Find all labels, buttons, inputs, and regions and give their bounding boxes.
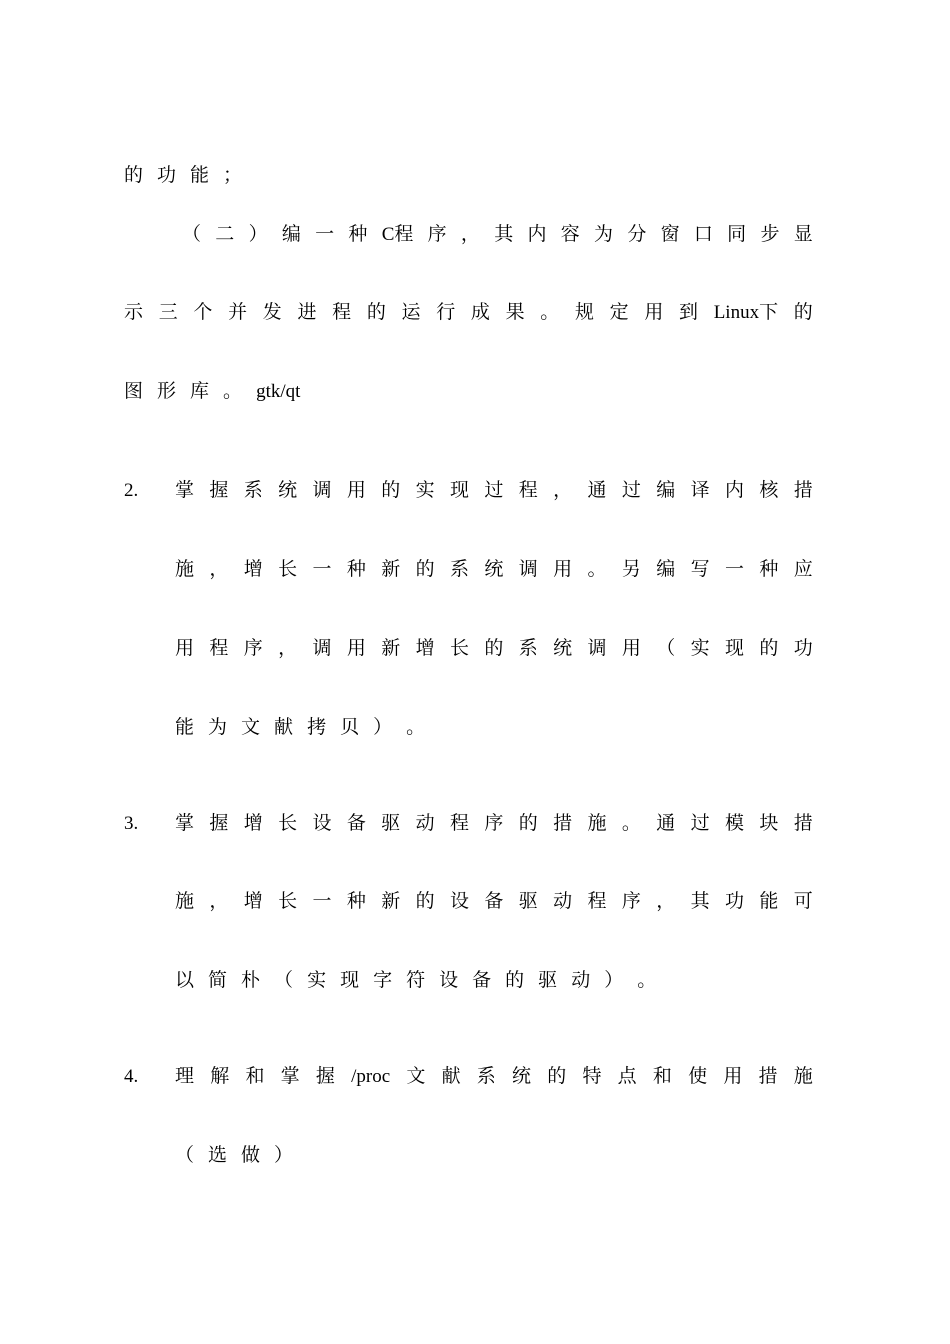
text-glyph: 功 <box>157 165 177 186</box>
text-glyph: 拷 <box>307 717 327 738</box>
text-glyph: 统 <box>278 480 298 501</box>
text-glyph: 系 <box>243 480 263 501</box>
text-glyph: 用 <box>723 1066 743 1087</box>
text-glyph: 驱 <box>538 970 558 991</box>
text-glyph: 措 <box>793 813 813 834</box>
text-glyph: 长 <box>278 891 298 912</box>
text-line <box>175 479 813 503</box>
text-glyph: 字 <box>373 970 393 991</box>
text-glyph: 种 <box>759 559 779 580</box>
text-glyph: 发 <box>262 302 282 323</box>
text-glyph: 可 <box>793 891 813 912</box>
text-glyph: 的 <box>366 302 386 323</box>
text-glyph: 长 <box>278 559 298 580</box>
text-glyph: 调 <box>312 638 332 659</box>
text-glyph: 一 <box>725 559 745 580</box>
text-glyph: 显 <box>793 224 813 245</box>
text-glyph: ， <box>656 891 676 912</box>
item-number-2: 2. <box>124 480 139 501</box>
text-glyph: 规 <box>574 302 594 323</box>
text-glyph: 动 <box>553 891 573 912</box>
text-glyph: 同 <box>727 224 747 245</box>
text-glyph: 编 <box>281 224 301 245</box>
text-glyph: 容 <box>560 224 580 245</box>
text-glyph: 序 <box>621 891 641 912</box>
text-glyph: 。 <box>621 813 641 834</box>
text-glyph: 用 <box>553 559 573 580</box>
text-glyph: ， <box>209 559 229 580</box>
text-glyph: 理 <box>175 1066 195 1087</box>
item-number-4: 4. <box>124 1066 139 1087</box>
text-glyph: 动 <box>571 970 591 991</box>
text-glyph: 备 <box>484 891 504 912</box>
text-glyph: 内 <box>527 224 547 245</box>
text-glyph: 点 <box>617 1066 637 1087</box>
text-glyph: 调 <box>518 559 538 580</box>
text-line <box>175 1065 813 1089</box>
text-glyph: 增 <box>243 559 263 580</box>
text-glyph: 种 <box>348 224 368 245</box>
text-glyph: 写 <box>690 559 710 580</box>
text-glyph: 个 <box>193 302 213 323</box>
text-glyph: 为 <box>208 717 228 738</box>
text-glyph: 程 <box>450 813 470 834</box>
text-glyph: 统 <box>553 638 573 659</box>
text-glyph: 图 <box>124 381 144 402</box>
text-glyph: ， <box>278 638 298 659</box>
text-glyph: ） <box>604 970 624 991</box>
text-glyph: 符 <box>406 970 426 991</box>
text-glyph: 功 <box>793 638 813 659</box>
text-glyph: 形 <box>157 381 177 402</box>
text-glyph: 用 <box>175 638 195 659</box>
text-glyph: 文 <box>241 717 261 738</box>
text-glyph: 行 <box>436 302 456 323</box>
text-glyph: 实 <box>307 970 327 991</box>
text-glyph: 序 <box>427 224 447 245</box>
text-glyph: 现 <box>340 970 360 991</box>
text-glyph: 内 <box>725 480 745 501</box>
text-glyph: 块 <box>759 813 779 834</box>
text-glyph: Linux下 <box>713 302 779 323</box>
text-glyph: gtk/qt <box>256 381 301 402</box>
text-glyph: 分 <box>627 224 647 245</box>
text-glyph: 窗 <box>660 224 680 245</box>
text-glyph: 能 <box>190 165 210 186</box>
text-glyph: 新 <box>381 638 401 659</box>
text-glyph: 设 <box>312 813 332 834</box>
text-glyph: 简 <box>208 970 228 991</box>
text-glyph: ） <box>248 224 268 245</box>
text-line <box>124 301 813 325</box>
text-glyph: 序 <box>484 813 504 834</box>
text-glyph: 的 <box>484 638 504 659</box>
text-glyph: 系 <box>518 638 538 659</box>
text-glyph: 做 <box>241 1145 261 1166</box>
text-glyph: 应 <box>793 559 813 580</box>
text-glyph: 使 <box>688 1066 708 1087</box>
text-glyph: 朴 <box>241 970 261 991</box>
text-line <box>175 890 813 914</box>
text-glyph: 编 <box>656 559 676 580</box>
text-glyph: 。 <box>406 717 426 738</box>
text-glyph: 步 <box>760 224 780 245</box>
text-glyph: 贝 <box>340 717 360 738</box>
text-glyph: 一 <box>312 891 332 912</box>
text-glyph: 到 <box>679 302 699 323</box>
text-glyph: 文 <box>406 1066 426 1087</box>
text-line <box>175 637 813 661</box>
text-glyph: 用 <box>644 302 664 323</box>
text-glyph: 的 <box>547 1066 567 1087</box>
text-line <box>124 223 813 247</box>
text-glyph: ） <box>373 717 393 738</box>
text-glyph: 掌 <box>175 480 195 501</box>
text-glyph: 新 <box>381 891 401 912</box>
text-glyph: 的 <box>759 638 779 659</box>
text-line <box>124 380 813 404</box>
item-number-3: 3. <box>124 813 139 834</box>
text-glyph: 其 <box>690 891 710 912</box>
text-glyph: 施 <box>175 891 195 912</box>
text-line <box>175 812 813 836</box>
text-glyph: 功 <box>725 891 745 912</box>
text-glyph: 种 <box>346 891 366 912</box>
text-glyph: （ <box>182 224 202 245</box>
text-glyph: 用 <box>346 638 366 659</box>
text-glyph: 。 <box>540 302 560 323</box>
text-glyph: 和 <box>245 1066 265 1087</box>
text-glyph: 设 <box>450 891 470 912</box>
text-glyph: 通 <box>587 480 607 501</box>
text-glyph: 系 <box>476 1066 496 1087</box>
text-glyph: 能 <box>759 891 779 912</box>
text-glyph: 献 <box>274 717 294 738</box>
text-glyph: 驱 <box>381 813 401 834</box>
text-glyph: 。 <box>637 970 657 991</box>
text-glyph: 程 <box>209 638 229 659</box>
text-glyph: 的 <box>124 165 144 186</box>
text-glyph: 增 <box>243 813 263 834</box>
text-glyph: 示 <box>124 302 144 323</box>
text-glyph: 统 <box>484 559 504 580</box>
text-line <box>124 164 813 188</box>
text-glyph: 新 <box>381 559 401 580</box>
text-glyph: 增 <box>243 891 263 912</box>
text-glyph: C程 <box>381 224 414 245</box>
text-glyph: 。 <box>587 559 607 580</box>
text-glyph: 备 <box>472 970 492 991</box>
text-line <box>175 716 813 740</box>
text-glyph: 译 <box>690 480 710 501</box>
text-glyph: 掌 <box>175 813 195 834</box>
text-glyph: ， <box>553 480 573 501</box>
text-glyph: 过 <box>621 480 641 501</box>
text-glyph: 种 <box>346 559 366 580</box>
text-glyph: 选 <box>208 1145 228 1166</box>
text-glyph: 系 <box>450 559 470 580</box>
text-glyph: （ <box>656 638 676 659</box>
text-glyph: ） <box>274 1145 294 1166</box>
text-glyph: 通 <box>656 813 676 834</box>
text-glyph: 运 <box>401 302 421 323</box>
text-glyph: 进 <box>297 302 317 323</box>
text-glyph: 驱 <box>518 891 538 912</box>
text-glyph: 长 <box>450 638 470 659</box>
text-glyph: 施 <box>793 1066 813 1087</box>
text-glyph: 的 <box>518 813 538 834</box>
text-glyph: 一 <box>315 224 335 245</box>
text-glyph: 的 <box>793 302 813 323</box>
text-glyph: 并 <box>228 302 248 323</box>
text-glyph: 实 <box>415 480 435 501</box>
text-glyph: 程 <box>518 480 538 501</box>
text-glyph: 三 <box>158 302 178 323</box>
text-glyph: 调 <box>587 638 607 659</box>
text-glyph: 过 <box>690 813 710 834</box>
text-glyph: 握 <box>209 480 229 501</box>
text-glyph: 握 <box>209 813 229 834</box>
text-glyph: （ <box>175 1145 195 1166</box>
text-glyph: 调 <box>312 480 332 501</box>
text-glyph: 程 <box>332 302 352 323</box>
text-glyph: 现 <box>450 480 470 501</box>
text-glyph: 模 <box>725 813 745 834</box>
text-glyph: 序 <box>243 638 263 659</box>
text-glyph: 。 <box>223 381 243 402</box>
text-line <box>175 969 813 993</box>
text-glyph: 的 <box>415 559 435 580</box>
text-glyph: 程 <box>587 891 607 912</box>
text-glyph: 能 <box>175 717 195 738</box>
text-glyph: 增 <box>415 638 435 659</box>
text-glyph: 以 <box>175 970 195 991</box>
text-glyph: ； <box>223 165 243 186</box>
text-glyph: 实 <box>690 638 710 659</box>
text-glyph: 现 <box>725 638 745 659</box>
text-glyph: 统 <box>512 1066 532 1087</box>
text-glyph: 特 <box>582 1066 602 1087</box>
text-glyph: 另 <box>621 559 641 580</box>
text-glyph: 施 <box>587 813 607 834</box>
text-glyph: 握 <box>315 1066 335 1087</box>
text-glyph: 口 <box>693 224 713 245</box>
text-glyph: 和 <box>652 1066 672 1087</box>
text-glyph: 过 <box>484 480 504 501</box>
text-glyph: 成 <box>470 302 490 323</box>
text-glyph: 措 <box>553 813 573 834</box>
text-glyph: 施 <box>175 559 195 580</box>
text-glyph: 措 <box>758 1066 778 1087</box>
text-glyph: 措 <box>793 480 813 501</box>
text-glyph: 的 <box>415 891 435 912</box>
text-glyph: 掌 <box>280 1066 300 1087</box>
text-glyph: 核 <box>759 480 779 501</box>
text-glyph: 备 <box>346 813 366 834</box>
text-line <box>175 1144 813 1168</box>
text-glyph: 其 <box>494 224 514 245</box>
text-glyph: 定 <box>609 302 629 323</box>
text-glyph: 库 <box>190 381 210 402</box>
text-glyph: 用 <box>621 638 641 659</box>
text-glyph: ， <box>209 891 229 912</box>
text-glyph: 设 <box>439 970 459 991</box>
text-line <box>175 558 813 582</box>
text-glyph: （ <box>274 970 294 991</box>
text-glyph: 的 <box>505 970 525 991</box>
text-glyph: 果 <box>505 302 525 323</box>
text-glyph: 解 <box>210 1066 230 1087</box>
text-glyph: 二 <box>215 224 235 245</box>
text-glyph: 长 <box>278 813 298 834</box>
text-glyph: 为 <box>594 224 614 245</box>
text-glyph: 献 <box>441 1066 461 1087</box>
text-glyph: 编 <box>656 480 676 501</box>
text-glyph: 动 <box>415 813 435 834</box>
text-glyph: ， <box>460 224 480 245</box>
text-glyph: 用 <box>346 480 366 501</box>
text-glyph: /proc <box>351 1066 391 1087</box>
text-glyph: 的 <box>381 480 401 501</box>
text-glyph: 一 <box>312 559 332 580</box>
